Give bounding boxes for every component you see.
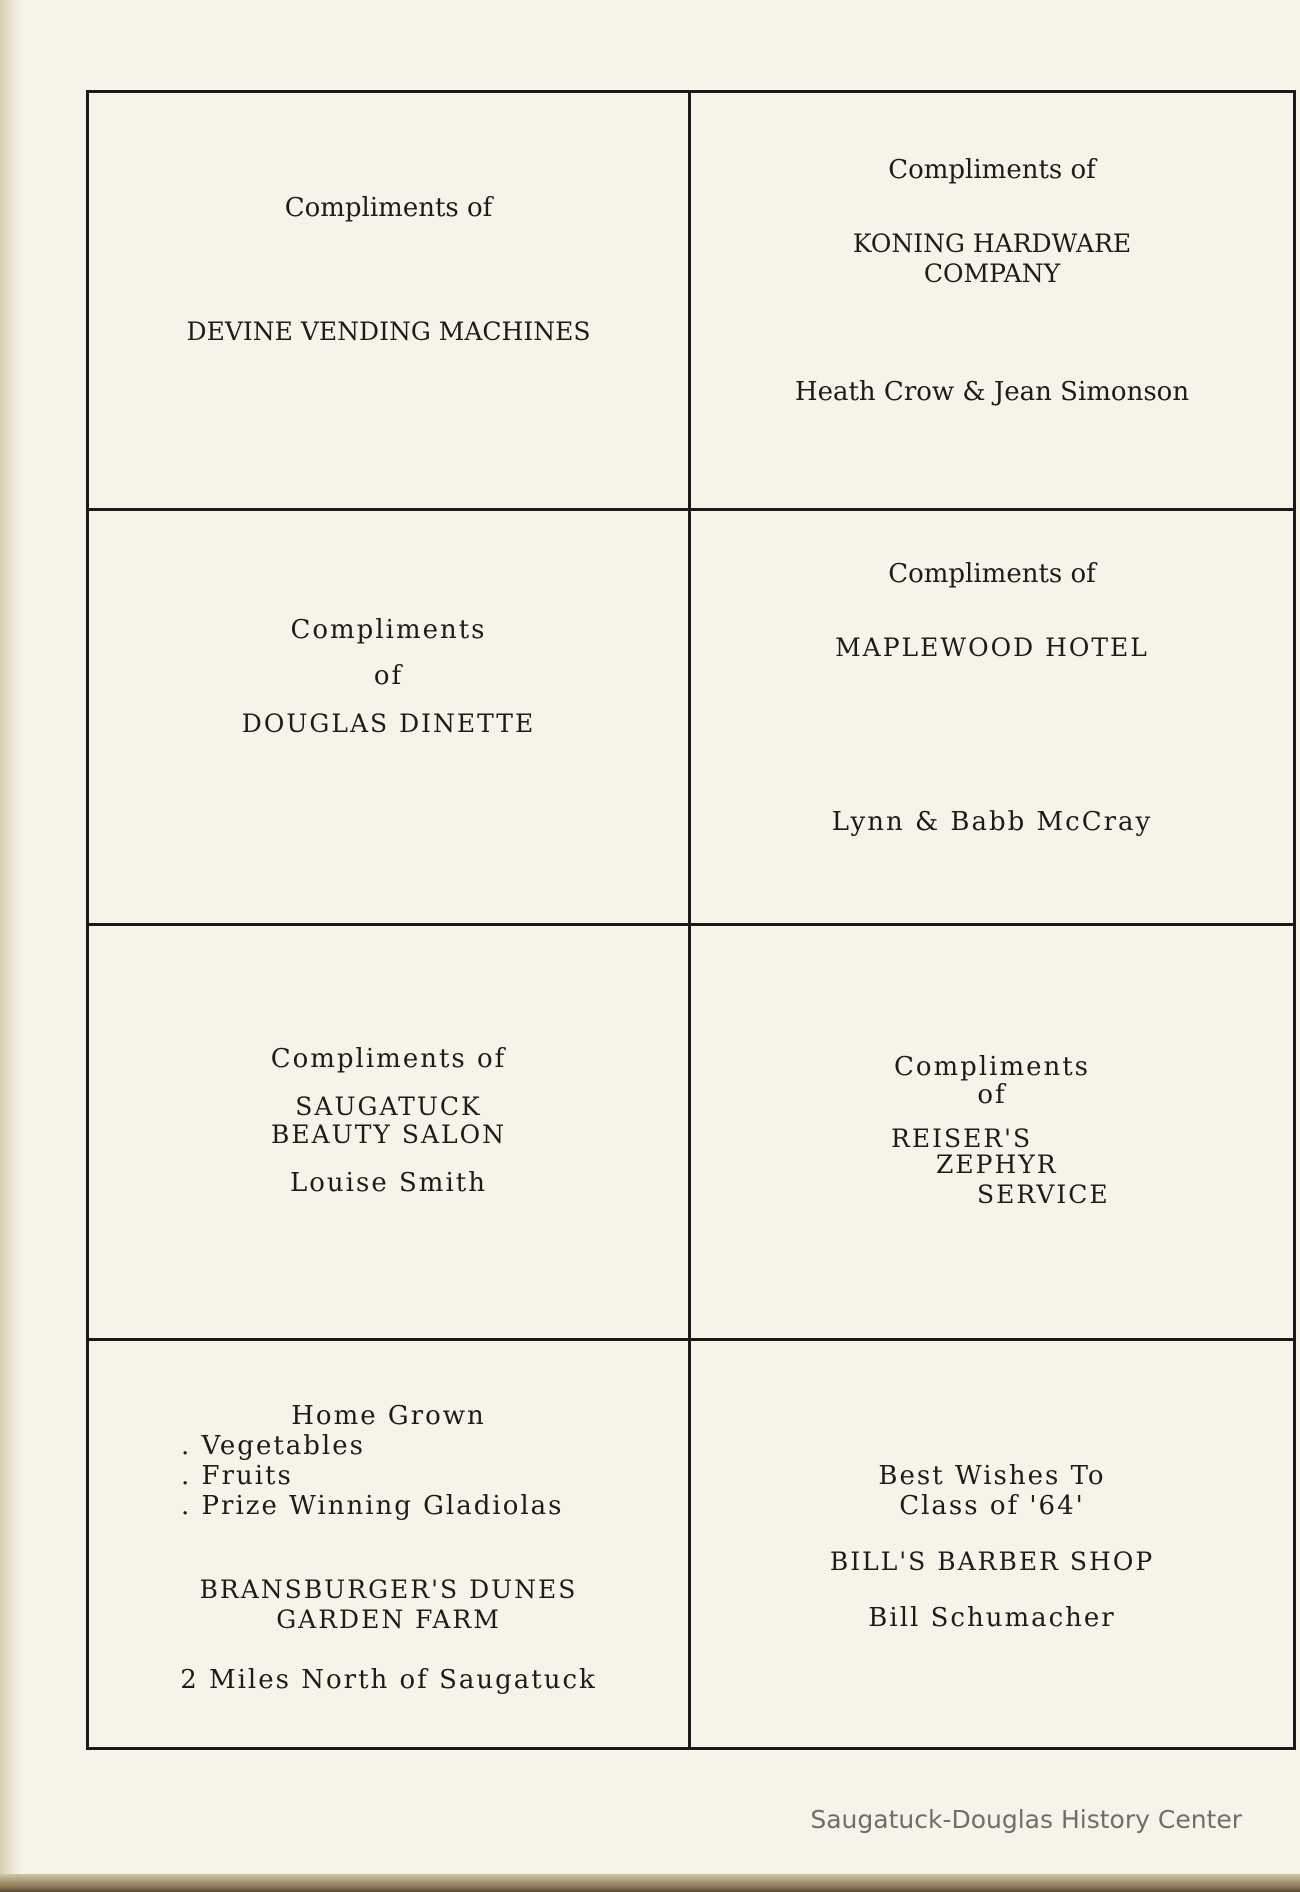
ad-business-name: BEAUTY SALON: [270, 1120, 507, 1149]
ad-business-name: MAPLEWOOD HOTEL: [835, 633, 1149, 662]
ad-proprietor: Bill Schumacher: [868, 1603, 1116, 1633]
ad-business-name: COMPANY: [923, 259, 1061, 288]
ad-business-name: SERVICE: [977, 1180, 1110, 1209]
ad-greeting: Best Wishes To: [878, 1461, 1106, 1491]
ad-business-name: BILL'S BARBER SHOP: [829, 1547, 1155, 1576]
ad-proprietor: Louise Smith: [290, 1168, 487, 1198]
ad-business-name: GARDEN FARM: [276, 1605, 501, 1634]
ad-proprietor: Lynn & Babb McCray: [831, 807, 1153, 837]
ad-maplewood-hotel: [691, 511, 1293, 926]
page-bottom-edge: [0, 1874, 1300, 1892]
ad-business-name: KONING HARDWARE: [852, 229, 1132, 258]
ad-compliments-text: Compliments of: [270, 1044, 507, 1074]
ad-compliments-text: Compliments: [893, 1052, 1091, 1082]
ad-business-name: DEVINE VENDING MACHINES: [186, 317, 591, 346]
ad-business-name: BRANSBURGER'S DUNES: [199, 1575, 578, 1604]
ad-compliments-text: Compliments: [290, 615, 487, 645]
ad-business-name: REISER'S: [891, 1124, 1033, 1153]
ad-grid: [86, 90, 1296, 1750]
page-binding-edge: [0, 0, 22, 1892]
history-center-watermark: Saugatuck-Douglas History Center: [810, 1805, 1242, 1834]
ad-reisers-zephyr-service: [691, 926, 1293, 1341]
ad-greeting: Class of '64': [899, 1491, 1085, 1521]
ad-location: 2 Miles North of Saugatuck: [180, 1665, 597, 1695]
ad-business-name: DOUGLAS DINETTE: [241, 709, 536, 738]
ad-business-name: SAUGATUCK: [295, 1092, 482, 1121]
ad-saugatuck-beauty-salon: [89, 926, 691, 1341]
ad-tagline: Home Grown: [291, 1401, 486, 1431]
ad-compliments-text: of: [373, 661, 404, 691]
ad-product-item: . Vegetables: [181, 1431, 365, 1461]
ad-koning-hardware: [691, 93, 1293, 511]
ad-compliments-text: Compliments of: [888, 155, 1096, 185]
ad-compliments-text: Compliments of: [888, 559, 1096, 589]
ad-compliments-text: Compliments of: [284, 193, 493, 223]
ad-product-item: . Prize Winning Gladiolas: [181, 1491, 564, 1521]
ad-product-item: . Fruits: [181, 1461, 293, 1491]
ad-bills-barber-shop: [691, 1341, 1293, 1747]
ad-bransburgers-dunes-garden-farm: [89, 1341, 691, 1747]
ad-douglas-dinette: [89, 511, 691, 926]
ad-compliments-text: of: [977, 1080, 1007, 1110]
ad-devine-vending: [89, 93, 691, 511]
ad-business-name: ZEPHYR: [936, 1150, 1058, 1179]
ad-proprietor: Heath Crow & Jean Simonson: [794, 377, 1190, 407]
